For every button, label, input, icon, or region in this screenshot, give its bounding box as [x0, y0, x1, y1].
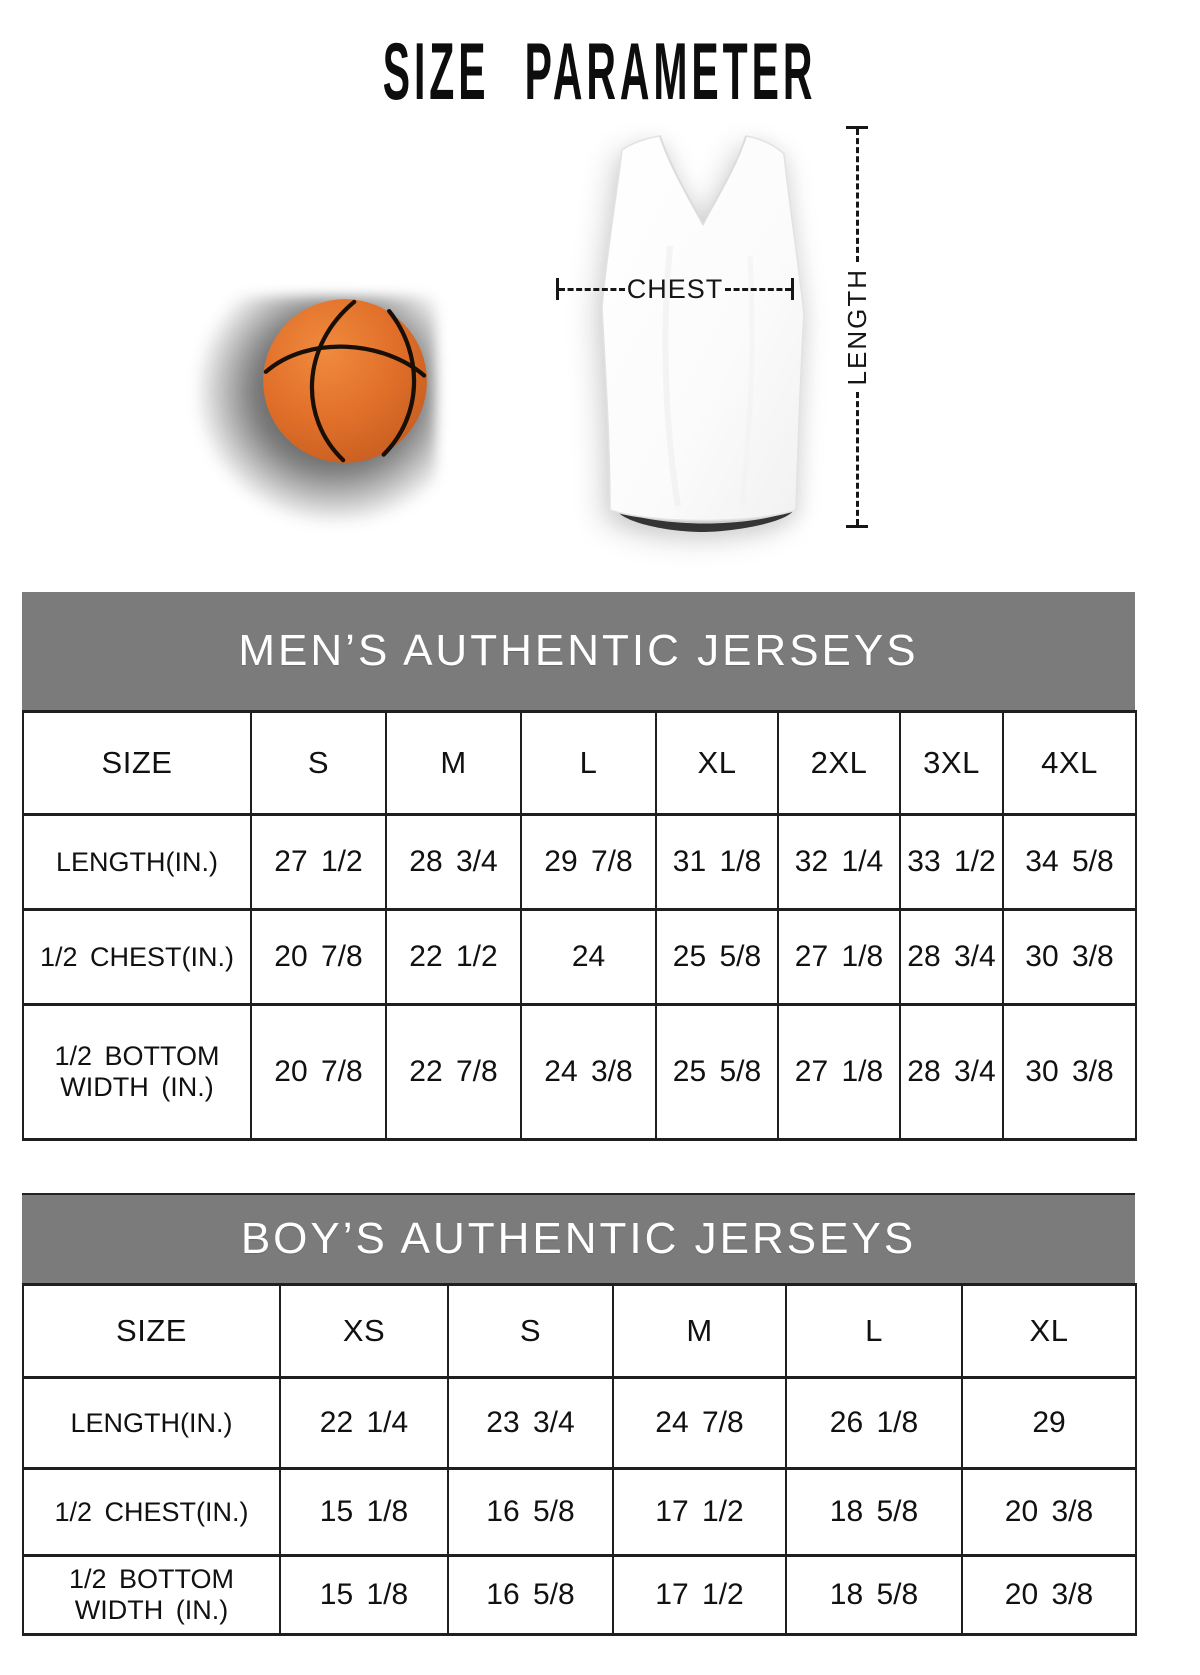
- value-cell: 32 1/4: [778, 815, 900, 910]
- title-area: [0, 0, 1200, 117]
- header-cell: 2XL: [778, 712, 900, 815]
- value-cell: 15 1/8: [280, 1469, 448, 1556]
- value-cell: 33 1/2: [900, 815, 1003, 910]
- section-spacer: [0, 1141, 1200, 1193]
- value-cell: 22 1/4: [280, 1378, 448, 1469]
- boys-chest-row: [23, 1469, 1136, 1556]
- mens-size-table: [22, 710, 1137, 1141]
- header-cell: M: [613, 1285, 786, 1378]
- value-cell: 16 5/8: [448, 1556, 613, 1635]
- value-cell: 29 7/8: [521, 815, 656, 910]
- chest-right-tick-icon: [791, 278, 794, 300]
- value-cell: 25 5/8: [656, 910, 778, 1005]
- header-cell: SIZE: [23, 1285, 280, 1378]
- value-cell: 18 5/8: [786, 1469, 962, 1556]
- value-cell: 28 3/4: [900, 910, 1003, 1005]
- value-cell: 16 5/8: [448, 1469, 613, 1556]
- length-dashed-line-top: [856, 129, 859, 262]
- mens-header-row: [23, 712, 1136, 815]
- page-title: SIZE PARAMETER: [383, 27, 817, 117]
- value-cell: 27 1/8: [778, 1005, 900, 1140]
- value-cell: 24 3/8: [521, 1005, 656, 1140]
- length-label: LENGTH: [841, 268, 872, 386]
- value-cell: 15 1/8: [280, 1556, 448, 1635]
- header-cell: M: [386, 712, 521, 815]
- value-cell: 20 3/8: [962, 1469, 1136, 1556]
- length-measurement: [842, 126, 872, 528]
- row-label: LENGTH(IN.): [23, 815, 251, 910]
- value-cell: 31 1/8: [656, 815, 778, 910]
- header-cell: 4XL: [1003, 712, 1136, 815]
- boys-size-table: [22, 1283, 1137, 1636]
- value-cell: 20 3/8: [962, 1556, 1136, 1635]
- row-label: 1/2 CHEST(IN.): [23, 1469, 280, 1556]
- value-cell: 27 1/8: [778, 910, 900, 1005]
- chest-dashed-line-right: [725, 288, 791, 291]
- header-cell: XL: [656, 712, 778, 815]
- row-label: 1/2 BOTTOM WIDTH (IN.): [23, 1005, 251, 1140]
- header-cell: SIZE: [23, 712, 251, 815]
- header-cell: L: [521, 712, 656, 815]
- row-label: 1/2 CHEST(IN.): [23, 910, 251, 1005]
- value-cell: 28 3/4: [386, 815, 521, 910]
- boys-header-row: [23, 1285, 1136, 1378]
- header-cell: XS: [280, 1285, 448, 1378]
- row-label: LENGTH(IN.): [23, 1378, 280, 1469]
- value-cell: 24 7/8: [613, 1378, 786, 1469]
- measurement-illustration: [0, 106, 1200, 592]
- length-bottom-tick-icon: [846, 525, 868, 528]
- header-cell: 3XL: [900, 712, 1003, 815]
- mens-size-section: [22, 592, 1135, 1141]
- value-cell: 34 5/8: [1003, 815, 1136, 910]
- value-cell: 27 1/2: [251, 815, 386, 910]
- boys-size-section: [22, 1193, 1135, 1636]
- mens-length-row: [23, 815, 1136, 910]
- mens-chest-row: [23, 910, 1136, 1005]
- value-cell: 23 3/4: [448, 1378, 613, 1469]
- value-cell: 20 7/8: [251, 910, 386, 1005]
- chest-measurement: [556, 273, 794, 304]
- jersey-icon: [550, 126, 852, 538]
- chest-label: CHEST: [626, 273, 724, 304]
- value-cell: 24: [521, 910, 656, 1005]
- value-cell: 30 3/8: [1003, 1005, 1136, 1140]
- boys-bottom-width-row: [23, 1556, 1136, 1635]
- value-cell: 30 3/8: [1003, 910, 1136, 1005]
- mens-table-title: MEN’S AUTHENTIC JERSEYS: [22, 592, 1135, 710]
- value-cell: 28 3/4: [900, 1005, 1003, 1140]
- header-cell: XL: [962, 1285, 1136, 1378]
- value-cell: 17 1/2: [613, 1556, 786, 1635]
- value-cell: 22 7/8: [386, 1005, 521, 1140]
- value-cell: 22 1/2: [386, 910, 521, 1005]
- value-cell: 25 5/8: [656, 1005, 778, 1140]
- value-cell: 18 5/8: [786, 1556, 962, 1635]
- chest-dashed-line-left: [559, 288, 625, 291]
- mens-bottom-width-row: [23, 1005, 1136, 1140]
- boys-length-row: [23, 1378, 1136, 1469]
- boys-table-title: BOY’S AUTHENTIC JERSEYS: [22, 1193, 1135, 1283]
- header-cell: S: [448, 1285, 613, 1378]
- value-cell: 29: [962, 1378, 1136, 1469]
- row-label: 1/2 BOTTOM WIDTH (IN.): [23, 1556, 280, 1635]
- length-dashed-line-bottom: [856, 392, 859, 525]
- value-cell: 26 1/8: [786, 1378, 962, 1469]
- header-cell: S: [251, 712, 386, 815]
- value-cell: 17 1/2: [613, 1469, 786, 1556]
- value-cell: 20 7/8: [251, 1005, 386, 1140]
- header-cell: L: [786, 1285, 962, 1378]
- basketball-icon: [253, 289, 437, 473]
